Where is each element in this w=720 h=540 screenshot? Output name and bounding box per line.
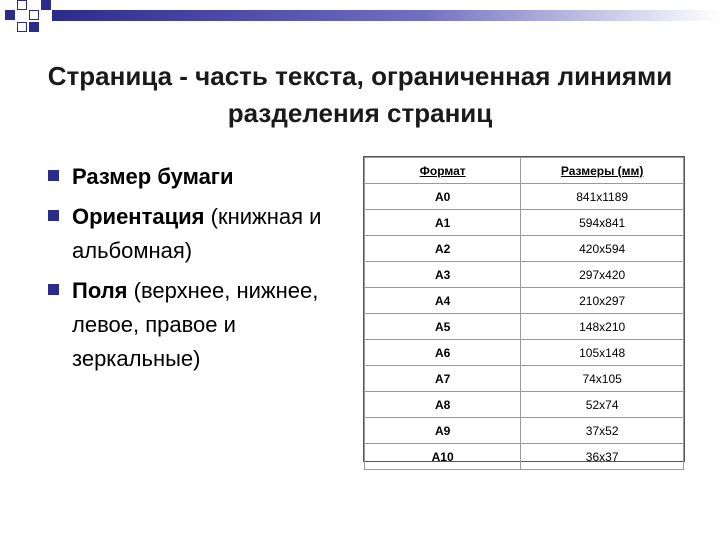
square-bullet-icon — [48, 284, 59, 295]
square-decoration — [29, 10, 39, 20]
table-row — [365, 314, 684, 340]
format-cell: A1 — [365, 210, 521, 236]
dimensions-cell: 105x148 — [521, 340, 684, 366]
table-row — [365, 444, 684, 470]
square-decoration — [17, 22, 27, 32]
dimensions-cell: 420x594 — [521, 236, 684, 262]
square-decoration — [17, 0, 27, 10]
table-row — [365, 210, 684, 236]
bullet-item — [46, 200, 346, 268]
square-decoration — [41, 0, 51, 10]
square-bullet-icon — [48, 170, 59, 181]
column-header-dimensions: Размеры (мм) — [521, 158, 684, 184]
dimensions-cell: 74x105 — [521, 366, 684, 392]
format-cell: A4 — [365, 288, 521, 314]
square-decoration — [29, 22, 39, 32]
bullet-list — [46, 160, 346, 382]
format-cell: A5 — [365, 314, 521, 340]
table-header-row — [365, 158, 684, 184]
header-gradient-bar — [52, 10, 720, 21]
format-cell: A3 — [365, 262, 521, 288]
format-cell: A10 — [365, 444, 521, 470]
dimensions-cell: 37x52 — [521, 418, 684, 444]
bullet-heading: Размер бумаги — [72, 164, 234, 189]
format-cell: A8 — [365, 392, 521, 418]
table-row — [365, 236, 684, 262]
column-header-format: Формат — [365, 158, 521, 184]
table-row — [365, 288, 684, 314]
format-cell: A2 — [365, 236, 521, 262]
bullet-heading: Поля — [72, 278, 128, 303]
bullet-detail: (верхнее, нижнее, левое, правое и зеркальные) — [72, 278, 319, 371]
paper-formats-table — [364, 157, 684, 470]
bullet-heading: Ориентация — [72, 204, 205, 229]
bullet-item — [46, 160, 346, 194]
format-cell: A7 — [365, 366, 521, 392]
decorative-squares — [0, 0, 60, 45]
dimensions-cell: 841x1189 — [521, 184, 684, 210]
table-row — [365, 366, 684, 392]
square-bullet-icon — [48, 210, 59, 221]
bullet-detail: (книжная и альбомная) — [72, 204, 322, 263]
dimensions-cell: 148x210 — [521, 314, 684, 340]
square-decoration — [5, 10, 15, 20]
dimensions-cell: 297x420 — [521, 262, 684, 288]
format-cell: A6 — [365, 340, 521, 366]
table-row — [365, 340, 684, 366]
table-row — [365, 262, 684, 288]
table-body — [365, 184, 684, 470]
dimensions-cell: 52x74 — [521, 392, 684, 418]
dimensions-cell: 594x841 — [521, 210, 684, 236]
table-row — [365, 184, 684, 210]
format-cell: A9 — [365, 418, 521, 444]
bullet-item — [46, 274, 346, 376]
paper-formats-table-frame — [363, 156, 685, 462]
dimensions-cell: 210x297 — [521, 288, 684, 314]
table-row — [365, 418, 684, 444]
table-row — [365, 392, 684, 418]
dimensions-cell: 36x37 — [521, 444, 684, 470]
format-cell: A0 — [365, 184, 521, 210]
slide-title: Страница - часть текста, ограниченная линиями разделения страниц — [47, 61, 673, 128]
